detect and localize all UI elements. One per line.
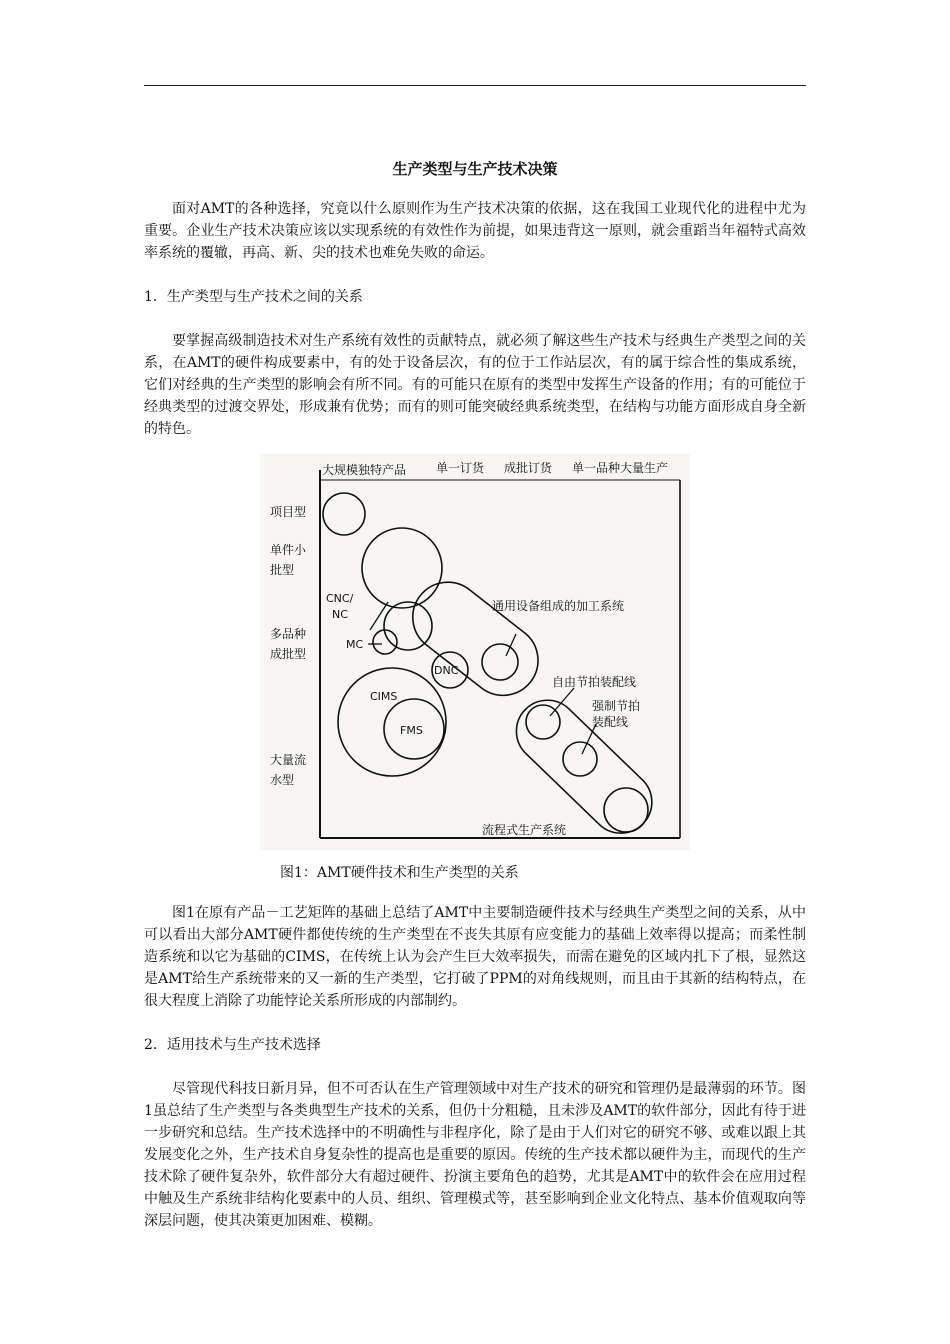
figure-1 — [260, 454, 690, 850]
left-label-single-small-2: 批型 — [270, 563, 295, 577]
label-free-line: 自由节拍装配线 — [552, 675, 637, 689]
label-cnc-1: CNC/ — [326, 592, 354, 605]
figure-1-diagram — [260, 454, 690, 850]
label-mc: MC — [346, 638, 364, 651]
left-label-multi-1: 多品种 — [270, 627, 307, 641]
label-fms: FMS — [400, 724, 423, 737]
section-2-heading: 2．适用技术与生产技术选择 — [144, 1037, 321, 1053]
label-cims: CIMS — [370, 690, 398, 703]
top-label-batch-order: 成批订货 — [504, 461, 553, 475]
label-dnc: DNC — [434, 664, 459, 677]
left-label-project: 项目型 — [270, 505, 307, 519]
left-label-multi-2: 成批型 — [270, 647, 307, 661]
intro-paragraph: 面对AMT的各种选择，究竟以什么原则作为生产技术决策的依据，这在我国工业现代化的进程中尤为重要。企业生产技术决策应该以实现系统的有效性作为前提，如果违背这一原则，就会重蹈当年福特式高效率系统的覆辙，再高、新、尖的技术也难免失败的命运。 — [144, 201, 806, 261]
page-title: 生产类型与生产技术决策 — [392, 160, 558, 178]
cims-circle — [338, 668, 446, 776]
cnc-leader — [370, 602, 388, 630]
left-label-mass-1: 大量流 — [270, 753, 307, 767]
general-system-capsule — [399, 568, 552, 709]
project-circle — [323, 493, 365, 535]
section-2-paragraph: 尽管现代科技日新月异，但不可否认在生产管理领域中对生产技术的研究和管理仍是最薄弱的环节。图1虽总结了生产类型与各类典型生产技术的关系，但仍十分粗糙，且未涉及AMT的软件部分，因此有待于进一步研究和总结。生产技术选择中的不明确性与非程序化，除了是由于人们对它的研究不够、或难以跟上其发展变化之外，生产技术自身复杂性的提高也是重要的原因。传统的生产技术都以硬件为主，而现代的生产技术除了硬件复杂外，软件部分大有超过硬件、扮演主要角色的趋势，尤其是AMT中的软件会在应用过程中触及生产系统非结构化要素中的人员、组织、管理模式等，甚至影响到企业文化特点、基本价值观取向等深层问题，使其决策更加困难、模糊。 — [144, 1081, 806, 1229]
top-label-unique: 大规模独特产品 — [322, 463, 407, 477]
free-leader — [550, 688, 574, 716]
figure-1-caption: 图1：AMT硬件技术和生产类型的关系 — [280, 865, 519, 881]
forced-line-circle — [563, 742, 597, 776]
header-rule — [144, 85, 806, 86]
single-small-circle — [362, 528, 442, 608]
top-label-single-order: 单一订货 — [436, 461, 485, 475]
left-label-single-small-1: 单件小 — [270, 543, 307, 557]
label-general-system: 通用设备组成的加工系统 — [492, 599, 625, 613]
top-label-mass: 单一品种大量生产 — [572, 461, 669, 475]
label-cnc-2: NC — [332, 608, 348, 621]
general-inner-circle — [482, 644, 518, 680]
left-label-mass-2: 水型 — [270, 773, 295, 787]
section-1-paragraph: 要掌握高级制造技术对生产系统有效性的贡献特点，就必须了解这些生产技术与经典生产类型之间的关系，在AMT的硬件构成要素中，有的处于设备层次，有的位于工作站层次，有的属于综合性的集成系统，它们对经典的生产类型的影响会有所不同。有的可能只在原有的类型中发挥生产设备的作用；有的可能位于经典类型的过渡交界处，形成兼有优势；而有的则可能突破经典系统类型，在结构与功能方面形成自身全新的特色。 — [144, 333, 806, 437]
section-1-heading: 1．生产类型与生产技术之间的关系 — [144, 289, 363, 305]
label-forced-2: 装配线 — [592, 715, 629, 729]
document-page — [144, 158, 806, 1232]
analysis-paragraph: 图1在原有产品－工艺矩阵的基础上总结了AMT中主要制造硬件技术与经典生产类型之间的关系，从中可以看出大部分AMT硬件都使传统的生产类型在不丧失其原有应变能力的基础上效率得以提高；而柔性制造系统和以它为基础的CIMS，在传统上认为会产生巨大效率损失，而需在避免的区域内扎下了根，显然这是AMT给生产系统带来的又一新的生产类型，它打破了PPM的对角线规则，而且由于其新的结构特点，在很大程度上消除了功能悖论关系所形成的内部制约。 — [144, 905, 806, 1009]
label-forced-1: 强制节拍 — [592, 699, 641, 713]
label-flow-system: 流程式生产系统 — [482, 823, 567, 837]
